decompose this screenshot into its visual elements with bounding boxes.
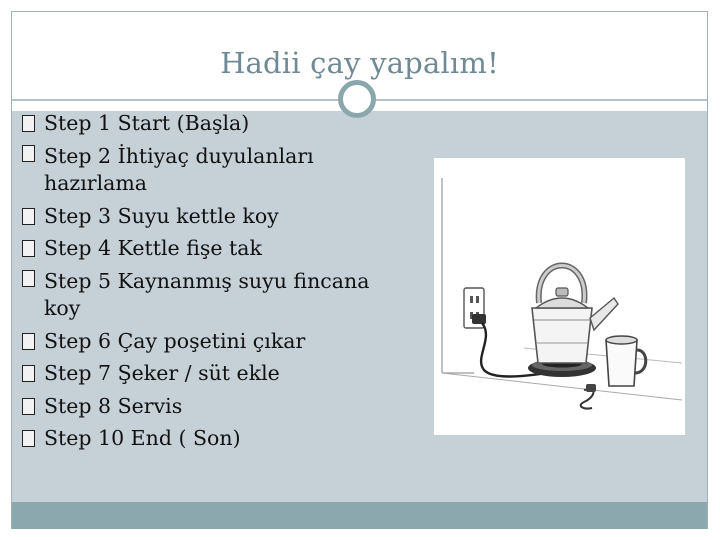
list-item: Step 7 Şeker / süt ekle [22, 357, 402, 390]
list-item: Step 10 End ( Son) [22, 422, 402, 455]
bullet-box-icon [22, 333, 35, 350]
list-item: Step 6 Çay poşetini çıkar [22, 325, 402, 358]
list-item: Step 5 Kaynanmış suyu fincana koy [22, 265, 402, 325]
bullet-box-icon [22, 398, 35, 415]
bullet-box-icon [22, 115, 35, 132]
kettle-illustration-icon [434, 158, 685, 435]
list-item: Step 1 Start (Başla) [22, 107, 402, 140]
footer-bar [12, 502, 707, 529]
bullet-box-icon [22, 240, 35, 257]
list-item: Step 8 Servis [22, 390, 402, 423]
bullet-box-icon [22, 145, 35, 162]
list-item: Step 4 Kettle fişe tak [22, 232, 402, 265]
list-item: Step 2 İhtiyaç duyulanları hazırlama [22, 140, 402, 200]
slide-title: Hadii çay yapalım! [220, 46, 499, 80]
list-item: Step 3 Suyu kettle koy [22, 200, 402, 233]
bullet-box-icon [22, 430, 35, 447]
step-list [22, 107, 402, 455]
bullet-box-icon [22, 270, 35, 287]
kettle-illustration [434, 158, 685, 435]
bullet-box-icon [22, 365, 35, 382]
bullet-box-icon [22, 208, 35, 225]
